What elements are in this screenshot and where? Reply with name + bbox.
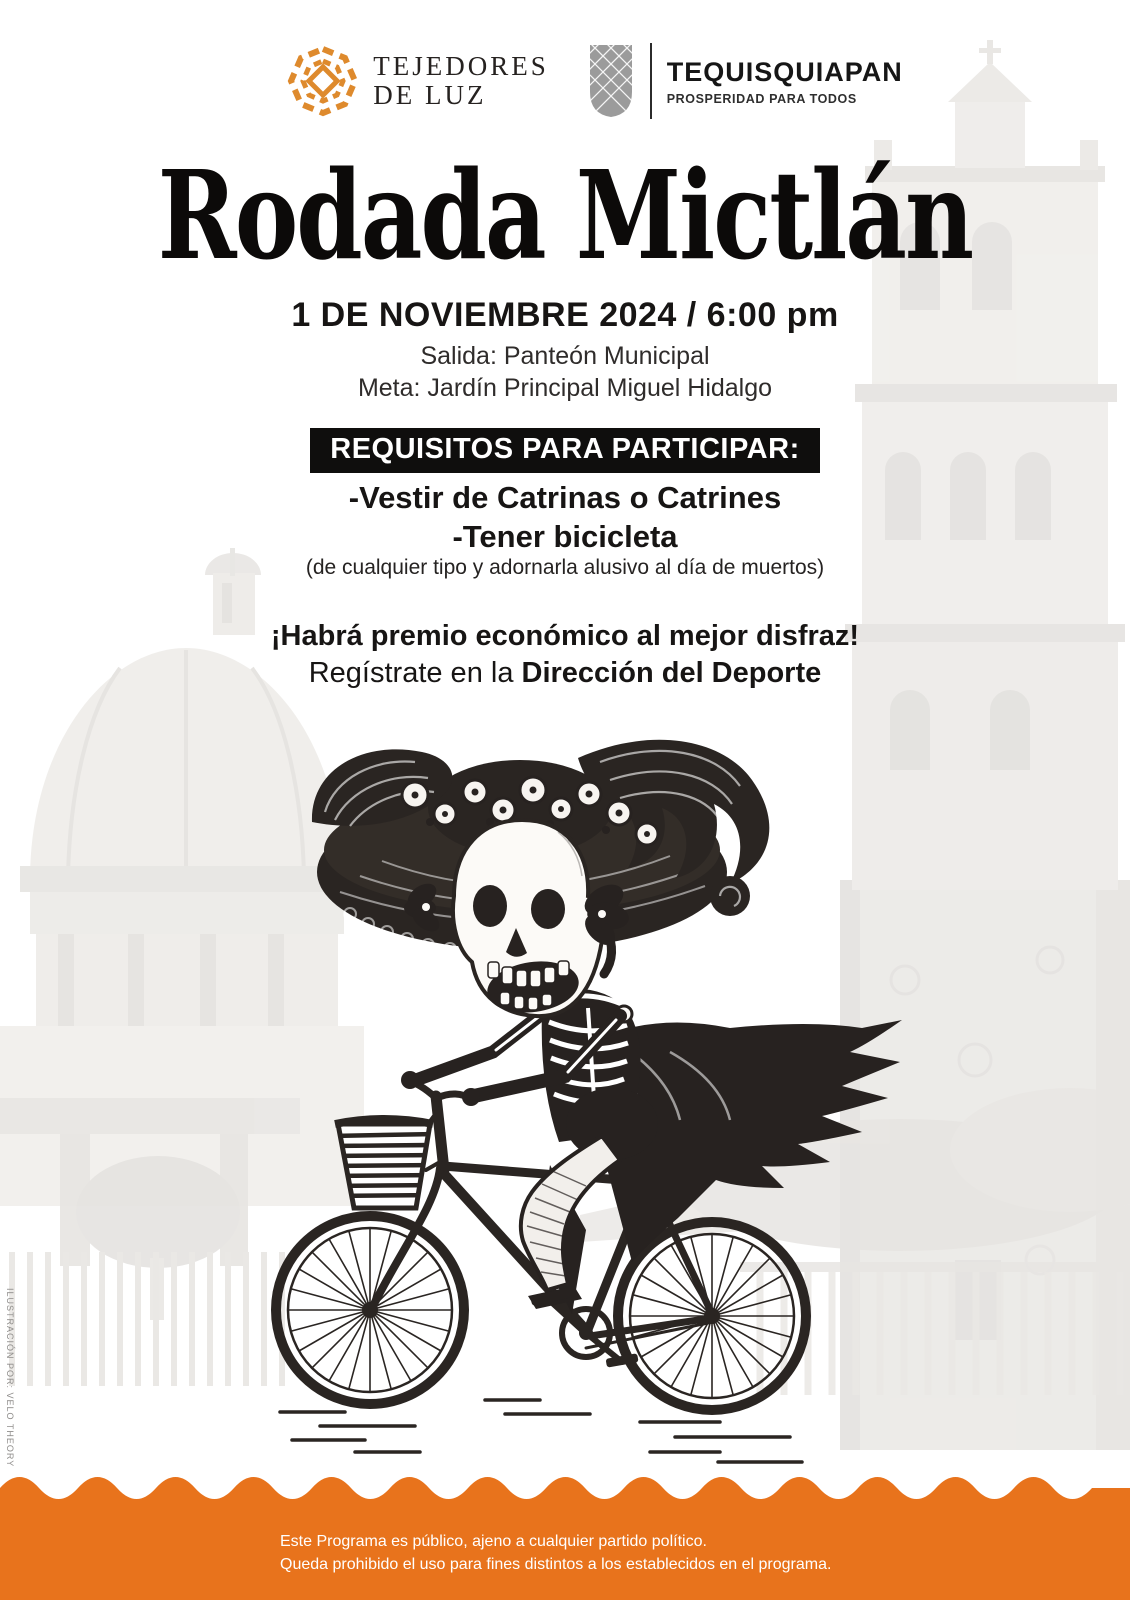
event-meta: Meta: Jardín Principal Miguel Hidalgo xyxy=(357,374,773,402)
event-places xyxy=(0,340,1130,404)
header-logos xyxy=(30,42,1130,120)
footer-disclaimer xyxy=(280,1530,831,1576)
tequisquiapan-shield-icon xyxy=(587,42,635,120)
tejedores-line1: TEJEDORES xyxy=(373,50,549,81)
tejedores-de-luz-logo xyxy=(287,45,549,117)
tejedores-line2: DE LUZ xyxy=(373,80,487,110)
illustration-credit: ILUSTRACIÓN POR: VELO THEORY xyxy=(5,1288,15,1468)
tejedores-wordmark xyxy=(373,52,549,110)
requirements-note: (de cualquier tipo y adornarla alusivo al día de muertos) xyxy=(305,556,825,579)
register-office: Dirección del Deporte xyxy=(521,657,822,689)
footer-line-1: Este Programa es público, ajeno a cualquier partido político. xyxy=(280,1533,707,1550)
register-prefix: Regístrate en la xyxy=(308,657,522,689)
poster-title: Rodada Mictlán xyxy=(157,143,973,288)
register-line xyxy=(0,657,1130,690)
tequisquiapan-logo xyxy=(587,42,903,120)
bicycle-basket xyxy=(334,1119,434,1208)
event-salida: Salida: Panteón Municipal xyxy=(420,342,710,370)
logo-divider xyxy=(650,43,652,119)
catrina-on-bicycle-illustration xyxy=(250,700,910,1472)
footer xyxy=(0,1462,1130,1600)
event-datetime: 1 DE NOVIEMBRE 2024 / 6:00 pm xyxy=(291,296,839,334)
footer-line-2: Queda prohibido el uso para fines distintos a los establecidos en el programa. xyxy=(280,1556,832,1573)
requirement-item-2: -Tener bicicleta xyxy=(452,519,678,554)
requirement-item-1: -Vestir de Catrinas o Catrines xyxy=(348,480,782,515)
tequisquiapan-name: TEQUISQUIAPAN xyxy=(666,56,903,87)
prize-line: ¡Habrá premio económico al mejor disfraz! xyxy=(270,620,860,652)
tejedores-knot-icon xyxy=(287,45,359,117)
requirements-heading: REQUISITOS PARA PARTICIPAR: xyxy=(310,428,819,473)
tequisquiapan-tagline: PROSPERIDAD PARA TODOS xyxy=(666,91,857,106)
